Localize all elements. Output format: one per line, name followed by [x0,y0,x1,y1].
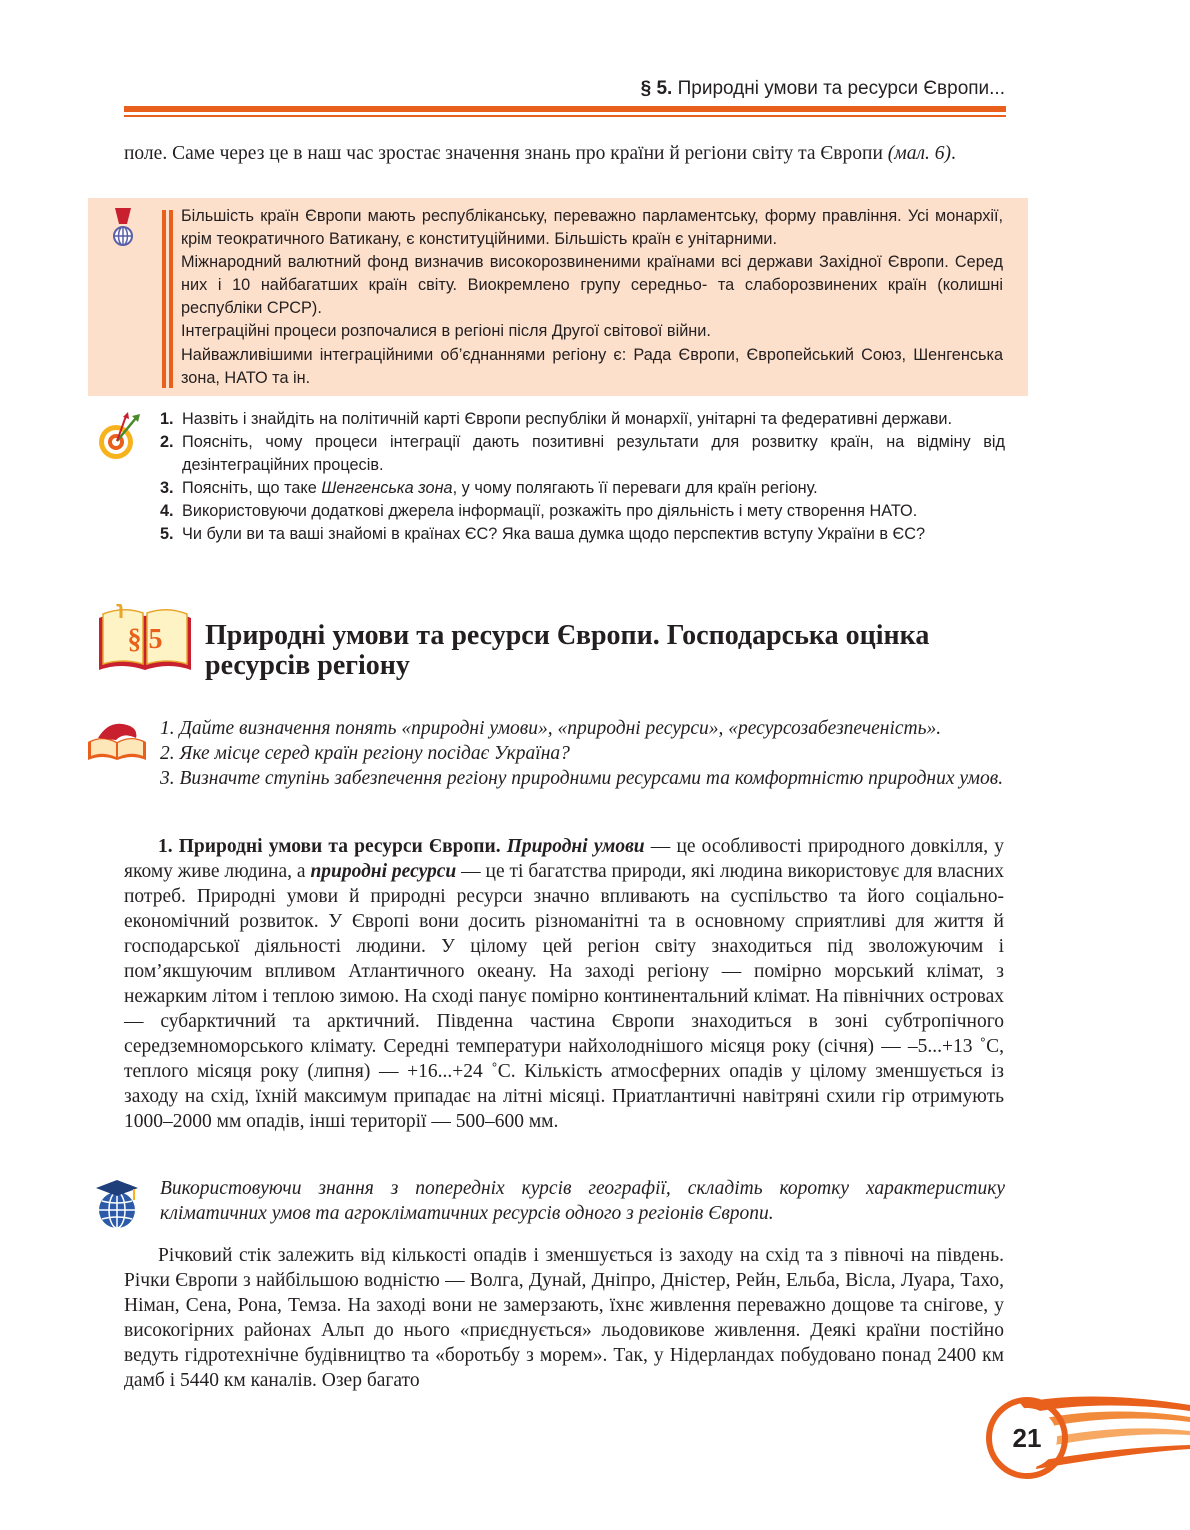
figure-ref: (мал. 6) [887,143,951,164]
question-text: Поясніть, чому процеси інтеграції дають позитивні результати для розвитку країн, на відміну від дезінтеграційних процесів. [182,433,1005,474]
summary-bar-left [162,210,166,388]
question-number: 2. [160,433,174,451]
task-text: Використовуючи знання з попередніх курсів географії, складіть коротку характеристику кліматичних умов та агрокліматичних ресурсів одного з регіонів Європи. [160,1178,1005,1224]
question-text: Назвіть і знайдіть на політичній карті Європи республіки й монархії, унітарні та федеративні держави. [182,410,952,428]
section-title: Природні умови та ресурси Європи. Господарська оцінка ресурсів регіону [205,620,930,681]
section-badge-label: § 5 [127,624,163,655]
book-cap-icon [86,718,148,764]
paragraph-text: — це ті багатства природи, які людина використовує для власних потреб. Природні умови й природні ресурси значно впливають на суспільство та його соціально-економічний розвиток. У Європі вони досить різноманітні та в основному сприятливі для життя й господарської діяльності людини. У цілому цей регіон світу знаходиться під зволожуючим і пом’якшуючим впливом Атлантичного океану. На заході регіону — помірно морський клімат, з нежарким літом і теплою зимою. На сході панує помірно континентальний клімат. На північних островах — субарктичний та арктичний. Південна частина Європи знаходиться в зоні субтропічного середземноморського клімату. Середні температури найхолоднішого місяця року (січня) — –5...+13 ˚С, теплого місяця року (липня) — +16...+24 ˚С. Кількість атмосферних опадів у цілому зменшується із заходу на схід, їхній максимум припадає на літні місяці. Приатлантичні навітряні схили гір отримують 1000–2000 мм опадів, інші території — 500–600 мм. [124,861,1004,1132]
header-rule-thin [124,115,1006,117]
term-natural-conditions: Природні умови [506,836,645,857]
question-number: 1. [160,410,174,428]
summary-line: Більшість країн Європи мають республіканську, переважно парламентську, форму правління. Усі монархії, крім теократичного Ватикану, є конституційними. Більшість країн є унітарними. [181,207,1003,249]
question-text-post: , у чому полягають її переваги для країн регіону. [452,479,818,497]
intro-paragraph [124,141,1004,166]
question-term: Шенгенська зона [321,479,453,497]
recall-questions [160,716,1005,791]
intro-text: поле. Саме через це в наш час зростає значення знань про країни й регіони світу та Європи [124,143,888,164]
question-number: 3. [160,479,174,497]
summary-bar-right [169,210,173,388]
paragraph-climate [124,834,1004,1134]
question-item [160,500,1005,523]
paragraph-text: — це особливості природного довкілля, у якому живе людина, а [124,836,1005,882]
header-rule-thick [124,106,1006,112]
question-text: Використовуючи додаткові джерела інформації, розкажіть про діяльність і мету створення НАТО. [182,502,918,520]
page-number: 21 [1012,1423,1042,1453]
question-number: 4. [160,502,174,520]
paragraph-lead: 1. Природні умови та ресурси Європи. [158,836,501,857]
question-item [160,523,1005,546]
target-icon [92,412,142,462]
question-number: 5. [160,525,174,543]
section-book-icon [95,604,195,676]
recall-item: 1. Дайте визначення понять «природні умови», «природні ресурси», «ресурсозабезпеченість». [160,718,942,739]
question-item [160,431,1005,477]
question-item [160,477,1005,500]
header-section-title: Природні умови та ресурси Європи... [677,78,1005,99]
globe-cap-icon [94,1178,140,1230]
summary-medal-icon [110,208,136,254]
questions-list [160,408,1005,546]
summary-box [88,198,1028,396]
recall-item: 2. Яке місце серед країн регіону посідає Україна? [160,743,570,764]
question-text-pre: Поясніть, що таке [182,479,322,497]
summary-line: Інтеграційні процеси розпочалися в регіоні після Другої світової війни. [181,322,711,341]
question-item [160,408,1005,431]
paragraph-rivers [124,1243,1004,1393]
header-section-ref: § 5. [640,78,673,99]
summary-text [181,205,1003,390]
recall-item: 3. Визначте ступінь забезпечення регіону природними ресурсами та комфортністю природних умов. [160,768,1004,789]
paragraph-text: Річковий стік залежить від кількості опадів і зменшується із заходу на схід та з півночі на південь. Річки Європи з найбільшою водністю — Волга, Дунай, Дніпро, Дністер, Рейн, Ельба, Вісла, Луара, Тахо, Німан, Сена, Рона, Темза. На заході вони не замерзають, їхнє живлення переважно дощове та снігове, у високогірних районах Альп до нього «приєднується» льодовикове живлення. Деякі країни постійно ведуть гідротехнічне будівництво та «боротьбу з морем». Так, у Нідерландах побудовано понад 2400 км дамб і 5440 км каналів. Озер багато [124,1245,1004,1391]
summary-line: Найважливішими інтеграційними об’єднаннями регіону є: Рада Європи, Європейський Союз, Шенгенська зона, НАТО та ін. [181,345,1003,387]
summary-line: Міжнародний валютний фонд визначив високорозвиненими країнами всі держави Західної Європи. Серед них і 10 найбагатших країн світу. Виокремлено групу середньо- та слаборозвинених країн (колишні республіки СРСР). [181,253,1003,318]
question-text: Чи були ви та ваші знайомі в країнах ЄС? Яка ваша думка щодо перспектив вступу України в ЄС? [182,525,926,543]
intro-end: . [950,143,956,164]
running-header [120,78,1005,100]
term-natural-resources: природні ресурси [310,861,457,882]
